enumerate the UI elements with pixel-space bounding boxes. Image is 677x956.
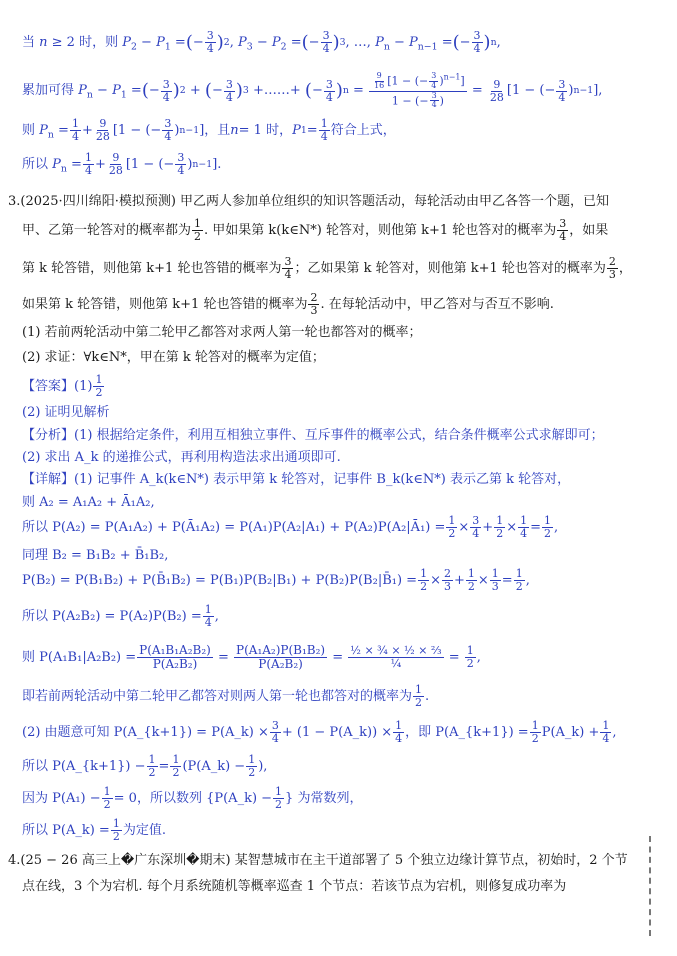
fraction: $\frac{3}{4}$ <box>558 77 566 104</box>
prev-line-4: 所以 $P_n$ = $\frac{1}{4}$ + $\frac{9}{28}$ [1 − (− $\frac{3}{4}$ ) n−1 ]. <box>22 151 222 178</box>
q3-part-2: (2) 求证：∀k∈N*，甲在第 k 轮答对的概率为定值； <box>22 350 325 365</box>
prev-line-2: 累加可得 $P_n - P_1$ = ( − $\frac{3}{4}$ ) 2 + ( − $\frac{3}{4}$ ) 3 +……+ ( − $\frac{3}{4}$ ) n = $\frac{9}{16}$ [1 − (− $\frac{3}{4}$ )$^{n-1}$] 1 − (− $\frac{3}{4}$ ) = $\frac{9}{28}$ [1 − (− $\frac{3}{4}$ ) n−1 ], <box>22 71 603 110</box>
detail-line-3: 所以 P(A₂) = P(A₁A₂) + P(Ā₁A₂) = P(A₁)P(A₂|A₁) + P(A₂)P(A₂|Ā₁) = $\frac{1}{2}$ × $\frac{3}{4}$ + $\frac{1}{2}$ × $\frac{1}{4}$ = $\frac{1}{2}$ , <box>22 514 559 541</box>
fraction: $\frac{9}{28}$ <box>489 77 504 104</box>
detail-line-4: 同理 B₂ = B₁B₂ + B̄₁B₂, <box>22 548 169 563</box>
q4-line-1: 4. (25 − 26 高三上�广东深圳�期末) 某智慧城市在主干道部署了 5 个独立边缘计算节点，初始时，2 个节 <box>8 853 628 868</box>
detail-line-11: 因为 P(A₁) − $\frac{1}{2}$ = 0，所以数列 {P(A_k) − $\frac{1}{2}$ } 为常数列， <box>22 785 363 812</box>
detail-line-6: 所以 P(A₂B₂) = P(A₂)P(B₂) = $\frac{1}{4}$ , <box>22 603 219 630</box>
detail-line-12: 所以 P(A_k) = $\frac{1}{2}$ 为定值. <box>22 817 166 844</box>
prev-line-3: 则 $P_n$ = $\frac{1}{4}$ + $\frac{9}{28}$ [1 − (− $\frac{3}{4}$ ) n−1 ]，且 n = 1 时， P 1 = $\frac{1}{4}$ 符合上式， <box>22 117 396 144</box>
question-text: 甲乙两人参加单位组织的知识答题活动，每轮活动由甲乙各答一个题，已知 <box>180 194 610 209</box>
fraction: $\frac{3}{4}$ <box>473 29 481 56</box>
question-number: 4. <box>8 853 21 868</box>
fraction: $\frac{3}{4}$ <box>322 29 330 56</box>
detail-line-8: 即若前两轮活动中第二轮甲乙都答对则两人第一轮也都答对的概率为 $\frac{1}{2}$ . <box>22 683 430 710</box>
fraction: $\frac{3}{4}$ <box>206 29 214 56</box>
prev-line-1-text: 当 n ≥ 2 时，则 $P_2 - P_1$ = <box>22 34 186 53</box>
detail-line-9: (2) 由题意可知 P(A_{k+1}) = P(A_k) × $\frac{3}{4}$ + (1 − P(A_k)) × $\frac{1}{4}$ ，即 P(A_{k+1}) = $\frac{1}{2}$ P(A_k) + $\frac{1}{4}$ , <box>22 719 617 746</box>
q3-line-1 <box>8 194 677 210</box>
detail-line-1: 【详解】 (1) 记事件 A_k(k∈N*) 表示甲第 k 轮答对，记事件 B_k(k∈N*) 表示乙第 k 轮答对， <box>22 472 571 487</box>
question-number: 3. <box>8 194 21 209</box>
q3-line-3: 第 k 轮答错，则他第 k+1 轮也答错的概率为 $\frac{3}{4}$ ；乙如果第 k 轮答对，则他第 k+1 轮也答对的概率为 $\frac{2}{3}$ ， <box>22 255 632 282</box>
q3-part-1: (1) 若前两轮活动中第二轮甲乙都答对求两人第一轮也都答对的概率； <box>22 325 422 340</box>
analysis-line-1: 【分析】 (1) 根据给定条件，利用互相独立事件、互斥事件的概率公式，结合条件概率公式求解即可； <box>22 428 604 443</box>
detail-line-7: 则 P(A₁B₁|A₂B₂) = $\frac{\text{P(A₁B₁A₂B₂)}}{\text{P(A₂B₂)}}$ = $\frac{\text{P(A₁A₂)P(B₁B₂)}}{\text{P(A₂B₂)}}$ = $\frac{\text{½ × ¾ × ½ × ⅔}}{\text{¼}}$ = $\frac{1}{2}$ , <box>22 643 481 672</box>
analysis-line-2: (2) 求出 A_k 的递推公式，再利用构造法求出通项即可. <box>22 450 341 465</box>
prev-line-1: 当 n ≥ 2 时，则 $P_2 - P_1$ = ( − $\frac{3}{4}$ ) 2 , $P_3 - P_2$ = ( − $\frac{3}{4}$ ) 3 , …, $P_n - P_{n-1}$ = ( − $\frac{3}{4}$ ) n , <box>22 29 501 56</box>
answer-line-1: 【答案】 (1) $\frac{1}{2}$ <box>22 373 103 400</box>
fraction-three-quarters: $\frac{3}{4}$ <box>284 255 292 282</box>
detail-line-5: P(B₂) = P(B₁B₂) + P(B̄₁B₂) = P(B₁)P(B₂|B₁) + P(B₂)P(B₂|B̄₁) = $\frac{1}{2}$ × $\frac{2}{3}$ + $\frac{1}{2}$ × $\frac{1}{3}$ = $\frac{1}{2}$ , <box>22 567 530 594</box>
fraction-three-quarters: $\frac{3}{4}$ <box>559 217 567 244</box>
fraction-half: $\frac{1}{2}$ <box>194 217 202 244</box>
margin-dashed-line <box>649 836 651 936</box>
detail-line-10: 所以 P(A_{k+1}) − $\frac{1}{2}$ = $\frac{1}{2}$ (P(A_k) − $\frac{1}{2}$ ), <box>22 753 268 780</box>
analysis-tag: 【分析】 <box>22 428 75 443</box>
question-source: (2025·四川绵阳·模拟预测) <box>20 194 176 209</box>
q4-line-2: 点在线，3 个为宕机. 每个月系统随机等概率巡查 1 个节点：若该节点为宕机，则修复成功率为 <box>22 879 567 894</box>
detail-line-2: 则 A₂ = A₁A₂ + Ā₁A₂, <box>22 495 155 510</box>
sum-fraction: $\frac{9}{16}$ [1 − (− $\frac{3}{4}$ )$^{n-1}$] 1 − (− $\frac{3}{4}$ ) <box>369 72 467 110</box>
fraction: $\frac{3}{4}$ <box>162 77 170 104</box>
q3-line-4: 如果第 k 轮答错，则他第 k+1 轮也答错的概率为 $\frac{2}{3}$ . 在每轮活动中，甲乙答对与否互不影响. <box>22 291 554 318</box>
fraction: $\frac{3}{4}$ <box>225 77 233 104</box>
fraction-two-thirds: $\frac{2}{3}$ <box>608 255 616 282</box>
fraction: $\frac{3}{4}$ <box>325 77 333 104</box>
fraction-two-thirds: $\frac{2}{3}$ <box>310 291 318 318</box>
answer-line-2: (2) 证明见解析 <box>22 405 110 420</box>
detail-tag: 【详解】 <box>22 472 75 487</box>
q3-line-2: 甲、乙第一轮答对的概率都为 $\frac{1}{2}$ . 甲如果第 k(k∈N*) 轮答对，则他第 k+1 轮也答对的概率为 $\frac{3}{4}$ ，如果 <box>22 217 609 244</box>
fraction-half: $\frac{1}{2}$ <box>95 373 103 400</box>
answer-tag: 【答案】 <box>22 378 75 394</box>
